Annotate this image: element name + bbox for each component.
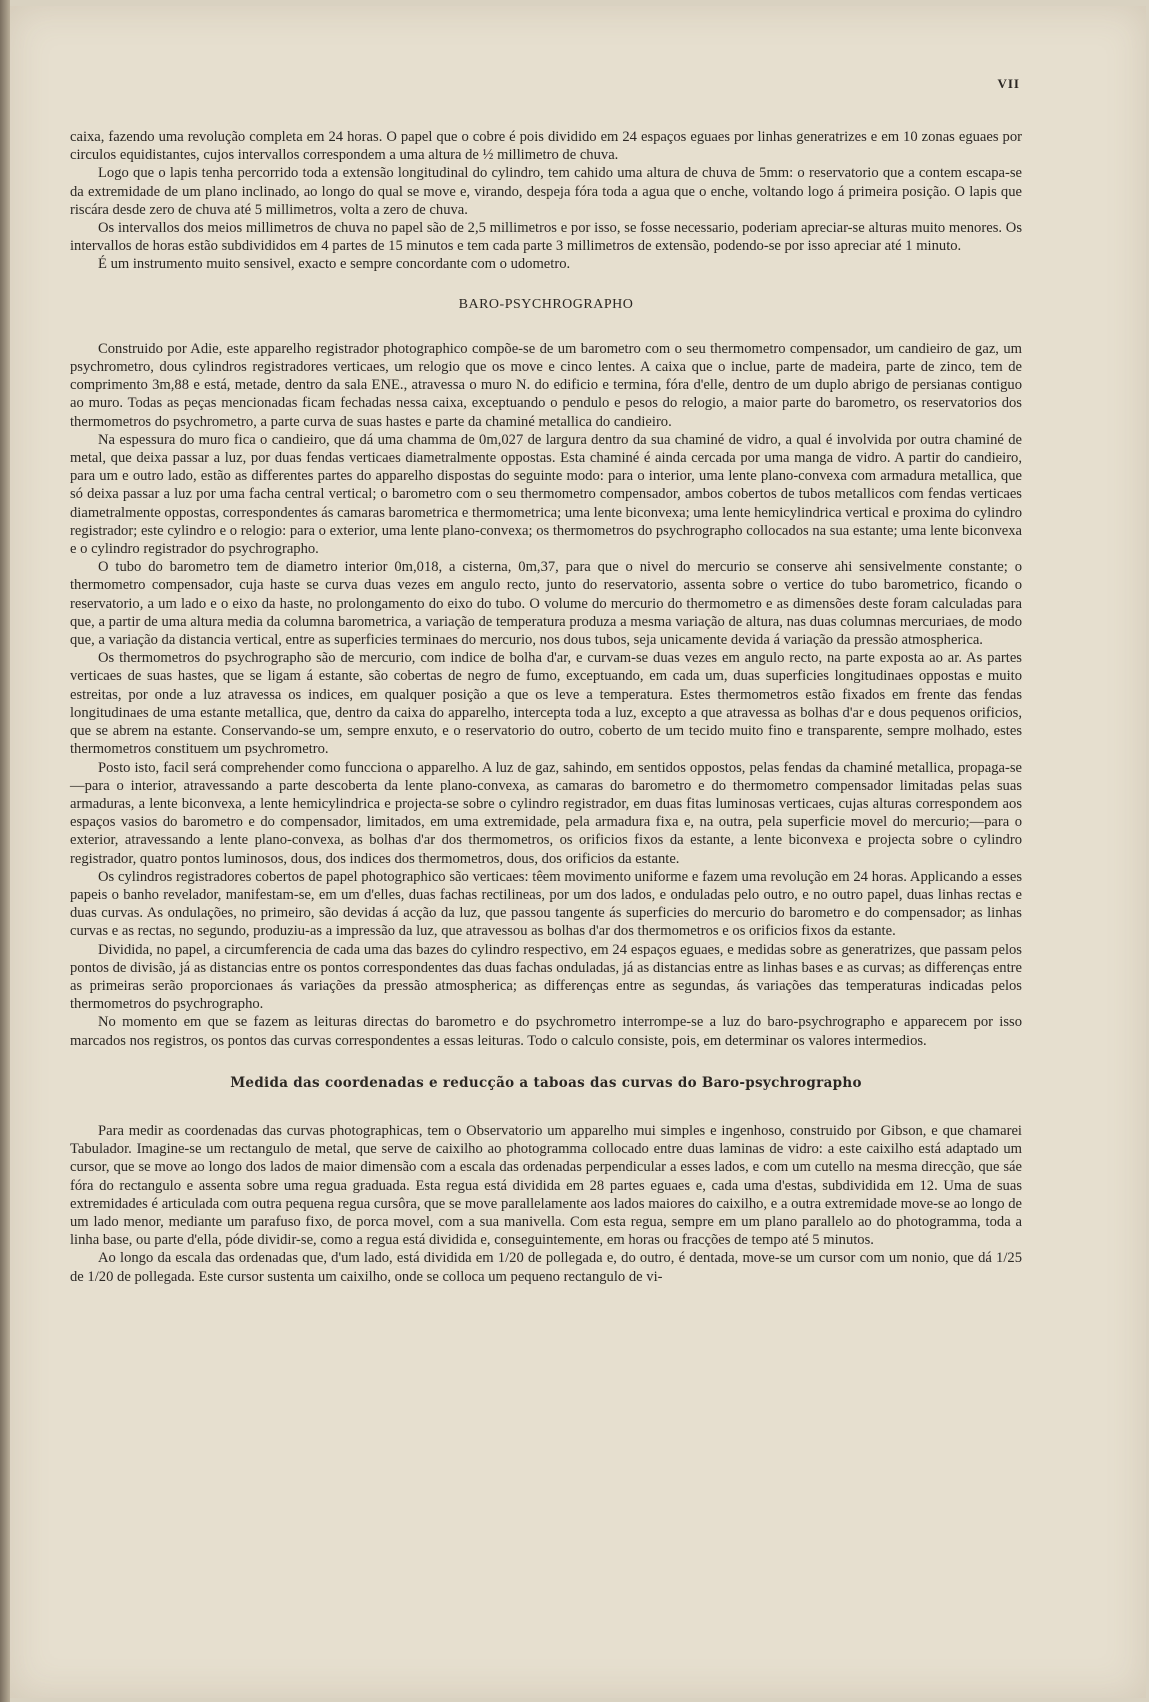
paragraph: Os thermometros do psychrographo são de mercurio, com indice de bolha d'ar, e curvam-se duas vezes em angulo recto, na parte exposta ao ar. As partes verticaes de suas hastes, que se ligam á estante, são cobertas de negro de fumo, exceptuando, em cada um, duas superficies longitudinaes oppostas e muito estreitas, por onde a luz atravessa os indices, em qualquer posição a que os leve a temperatura. Estes thermometros estão fixados em frente das fendas longitudinaes de uma estante metallica, que, dentro da caixa do apparelho, intercepta toda a luz, excepto a que atravessa as bolhas d'ar e dous pequenos orificios, que se abrem na estante. Conservando-se um, sempre enxuto, e o reservatorio do outro, coberto de um tecido muito fino e transparente, sempre molhado, estes thermometros constituem um psychrometro. <box>70 650 1022 758</box>
paragraph: Dividida, no papel, a circumferencia de cada uma das bazes do cylindro respectivo, em 24 espaços eguaes, e medidas sobre as generatrizes, que passam pelos pontos de divisão, já as distancias entre os pontos correspondentes das duas fachas onduladas, já as distancias entre as linhas bases e as curvas; as differenças entre as primeiras serão proporcionaes ás variações da pressão atmospherica; as differenças entre as segundas, ás variações das temperaturas indicadas pelos thermometros do psychrographo. <box>70 941 1022 1013</box>
paragraph: O tubo do barometro tem de diametro interior 0m,018, a cisterna, 0m,37, para que o nivel do mercurio se conserve ahi sensivelmente constante; o thermometro compensador, cuja haste se curva duas vezes em angulo recto, junto do reservatorio, assenta sobre o vertice do tubo barometrico, ficando o reservatorio, a um lado e o eixo da haste, no prolongamento do eixo do tubo. O volume do mercurio do thermometro e as dimensões deste foram calculadas para que, a partir de uma altura media da columna barometrica, a variação de temperatura produza a mesma variação de altura, nas duas columnas mercuriaes, de modo que, a variação da distancia vertical, entre as superficies terminaes do mercurio, nos dous tubos, seja unicamente devida á variação da pressão atmospherica. <box>70 559 1022 649</box>
section-heading-baro-psychrographo: BARO-PSYCHROGRAPHO <box>458 296 634 312</box>
paragraph: Posto isto, facil será comprehender como funcciona o apparelho. A luz de gaz, sahindo, em sentidos oppostos, pelas fendas da chaminé metallica, propaga-se—para o interior, atravessando a parte descoberta da lente plano-convexa, as camaras do barometro e do thermometro compensador limitadas pelas suas armaduras, a lente biconvexa, a lente hemicylindrica e projecta-se sobre o cylindro registrador, em duas fitas luminosas verticaes, cujas alturas correspondem aos espaços vasios do barometro e do compensador, limitados, em uma extremidade, pela armadura fixa e, na outra, pela superficie movel do mercurio;—para o exterior, atravessando a lente plano-convexa, as bolhas d'ar dos thermometros, os orificios fixos da estante, a lente biconvexa e projecta sobre o cylindro registrador, quatro pontos luminosos, dous, dos indices dos thermometros, dous, dos orificios da estante. <box>70 759 1022 867</box>
paragraph: É um instrumento muito sensivel, exacto e sempre concordante com o udometro. <box>98 256 571 273</box>
book-spine-edge <box>0 0 10 1702</box>
paragraph: caixa, fazendo uma revolução completa em 24 horas. O papel que o cobre é pois dividido em 24 espaços eguaes por linhas generatrizes e em 10 zonas eguaes por circulos equidistantes, cujos intervallos correspondem a uma altura de ½ millimetro de chuva. <box>70 129 1022 164</box>
paragraph: Para medir as coordenadas das curvas photographicas, tem o Observatorio um apparelho mui simples e ingenhoso, construido por Gibson, e que chamarei Tabulador. Imagine-se um rectangulo de metal, que serve de caixilho ao photogramma collocado entre duas laminas de vidro: a este caixilho está adaptado um cursor, que se move ao longo dos lados de maior dimensão com a escala das ordenadas perpendicular a esses lados, e com um cutello na mesma direcção, que sáe fóra do rectangulo e assenta sobre uma regua graduada. Esta regua está dividida em 28 partes eguaes e, cada uma d'estas, subdividida em 12. Uma de suas extremidades é articulada com outra pequena regua cursôra, que se move parallelamente aos lados maiores do caixilho, e a outra extremidade move-se ao longo de um lado menor, mediante um parafuso fixo, de porca movel, com a sua manivella. Com esta regua, sempre em um plano parallelo ao do photogramma, toda a linha base, ou parte d'ella, póde dividir-se, como a regua está dividida e, conseguintemente, em horas ou fracções de tempo até 5 minutos. <box>70 1122 1022 1249</box>
paragraph: Os cylindros registradores cobertos de papel photographico são verticaes: têem movimento uniforme e fazem uma revolução em 24 horas. Applicando a esses papeis o banho revelador, manifestam-se, em um d'elles, duas fachas rectilineas, por um dos lados, e onduladas pelo outro, e no outro papel, duas linhas rectas e duas curvas. As ondulações, no primeiro, são devidas á acção da luz, que passou tangente ás superficies do mercurio do barometro e do compensador; as linhas curvas e as rectas, no segundo, produziu-as a impressão da luz, que atravessou as bolhas d'ar dos thermometros e os orificios fixos da estante. <box>70 868 1022 940</box>
document-page <box>10 6 1146 1698</box>
section-heading-medida-coordenadas: Medida das coordenadas e reducção a taboas das curvas do Baro-psychrographo <box>230 1074 862 1091</box>
paragraph: Logo que o lapis tenha percorrido toda a extensão longitudinal do cylindro, tem cahido uma altura de chuva de 5mm: o reservatorio que a contem escapa-se da extremidade de um plano inclinado, ao longo do qual se move e, virando, despeja fóra toda a agua que o enche, voltando logo á primeira posição. O lapis que riscára desde zero de chuva até 5 millimetros, volta a zero de chuva. <box>70 165 1022 218</box>
page-number: VII <box>997 76 1020 91</box>
paragraph: No momento em que se fazem as leituras directas do barometro e do psychrometro interrompe-se a luz do baro-psychrographo e apparecem por isso marcados nos registros, os pontos das curvas correspondentes a essas leituras. Todo o calculo consiste, pois, em determinar os valores intermedios. <box>70 1014 1022 1049</box>
paragraph: Na espessura do muro fica o candieiro, que dá uma chamma de 0m,027 de largura dentro da sua chaminé de vidro, a qual é involvida por outra chaminé de metal, que deixa passar a luz, por duas fendas verticaes diametralmente oppostas. Esta chaminé é ainda cercada por uma manga de vidro. A partir do candieiro, para um e outro lado, estão as differentes partes do apparelho dispostas do seguinte modo: para o interior, uma lente plano-convexa com armadura metallica, que só deixa passar a luz por uma facha central vertical; o barometro com o seu thermometro compensador, ambos cobertos de tubos metallicos com fendas verticaes diametralmente oppostas, correspondentes ás camaras barometrica e thermometrica; uma lente biconvexa; uma lente hemicylindrica vertical e proxima do cylindro registrador; este cylindro e o relogio: para o exterior, uma lente plano-convexa; os thermometros do psychrographo collocados na sua estante; uma lente biconvexa e o cylindro registrador do psychrographo. <box>70 431 1022 558</box>
paragraph: Ao longo da escala das ordenadas que, d'um lado, está dividida em 1/20 de pollegada e, do outro, é dentada, move-se um cursor com um nonio, que dá 1/25 de 1/20 de pollegada. Este cursor sustenta um caixilho, onde se colloca um pequeno rectangulo de vi- <box>70 1250 1022 1285</box>
paragraph: Os intervallos dos meios millimetros de chuva no papel são de 2,5 millimetros e por isso, se fosse necessario, poderiam apreciar-se alturas muito menores. Os intervallos de horas estão subdivididos em 4 partes de 15 minutos e tem cada parte 3 millimetros de extensão, podendo-se por isso apreciar até 1 minuto. <box>70 220 1022 255</box>
page-content <box>70 128 1022 1286</box>
paragraph: Construido por Adie, este apparelho registrador photographico compõe-se de um barometro com o seu thermometro compensador, um candieiro de gaz, um psychrometro, dous cylindros registradores verticaes, um relogio que os move e cinco lentes. A caixa que o inclue, parte de madeira, parte de zinco, tem de comprimento 3m,88 e está, metade, dentro da sala ENE., atravessa o muro N. do edificio e termina, fóra d'elle, dentro de um duplo abrigo de persianas contiguo ao muro. Todas as peças mencionadas ficam fechadas nessa caixa, exceptuando o pendulo e pesos do relogio, a maior parte do barometro, os reservatorios dos thermometros do psychrometro, a parte curva de suas hastes e parte da chaminé metallica do candieiro. <box>70 340 1022 430</box>
